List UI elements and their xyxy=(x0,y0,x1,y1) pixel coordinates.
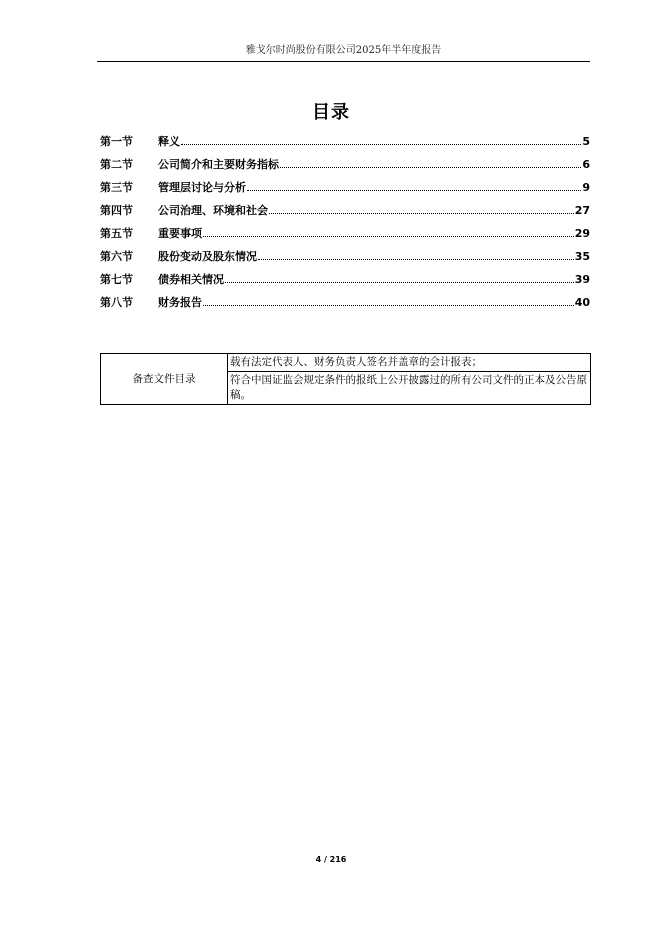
toc-leader-dots xyxy=(203,228,574,237)
toc-section-name: 重要事项 xyxy=(158,227,202,240)
toc-entry[interactable] xyxy=(100,248,590,271)
toc-entry[interactable] xyxy=(100,179,590,202)
toc-leader-dots xyxy=(269,205,574,214)
toc-section-name: 债券相关情况 xyxy=(158,273,224,286)
toc-entry[interactable] xyxy=(100,156,590,179)
toc-leader-dots xyxy=(181,136,581,145)
toc-page-number: 27 xyxy=(574,204,590,217)
page-header: 雅戈尔时尚股份有限公司2025年半年度报告 xyxy=(245,45,442,56)
toc-section-name: 公司简介和主要财务指标 xyxy=(158,158,279,171)
toc-section-name: 公司治理、环境和社会 xyxy=(158,204,268,217)
toc-section-name: 股份变动及股东情况 xyxy=(158,250,257,263)
table-row xyxy=(101,354,591,372)
header-rule xyxy=(97,61,590,62)
reference-doc-item: 符合中国证监会规定条件的报纸上公开披露过的所有公司文件的正本及公告原稿。 xyxy=(228,372,591,405)
toc-page-number: 39 xyxy=(574,273,590,286)
toc-section-name: 释义 xyxy=(158,135,180,148)
toc-section-name: 财务报告 xyxy=(158,296,202,309)
toc-page-number: 9 xyxy=(582,181,590,194)
page-number: 4 / 216 xyxy=(315,855,347,864)
toc-section-number: 第一节 xyxy=(100,135,133,148)
toc-section-number: 第八节 xyxy=(100,296,133,309)
toc-entry[interactable] xyxy=(100,294,590,317)
toc-entry[interactable] xyxy=(100,225,590,248)
toc-leader-dots xyxy=(280,159,581,168)
toc-leader-dots xyxy=(203,297,574,306)
toc-page-number: 35 xyxy=(574,250,590,263)
toc-section-name: 管理层讨论与分析 xyxy=(158,181,246,194)
toc-section-number: 第六节 xyxy=(100,250,133,263)
reference-doc-item: 载有法定代表人、财务负责人签名并盖章的会计报表； xyxy=(228,354,591,372)
toc-leader-dots xyxy=(247,182,581,191)
reference-docs-label: 备查文件目录 xyxy=(101,354,228,405)
toc-title: 目录 xyxy=(312,102,350,123)
toc-section-number: 第三节 xyxy=(100,181,133,194)
toc-page-number: 29 xyxy=(574,227,590,240)
toc-entry[interactable] xyxy=(100,133,590,156)
toc-section-number: 第四节 xyxy=(100,204,133,217)
toc-leader-dots xyxy=(258,251,574,260)
table-of-contents xyxy=(100,133,590,317)
toc-entry[interactable] xyxy=(100,202,590,225)
toc-section-number: 第二节 xyxy=(100,158,133,171)
toc-page-number: 6 xyxy=(582,158,590,171)
toc-entry[interactable] xyxy=(100,271,590,294)
reference-documents-table xyxy=(100,353,591,405)
toc-section-number: 第七节 xyxy=(100,273,133,286)
toc-section-number: 第五节 xyxy=(100,227,133,240)
toc-page-number: 5 xyxy=(582,135,590,148)
toc-leader-dots xyxy=(225,274,574,283)
toc-page-number: 40 xyxy=(574,296,590,309)
